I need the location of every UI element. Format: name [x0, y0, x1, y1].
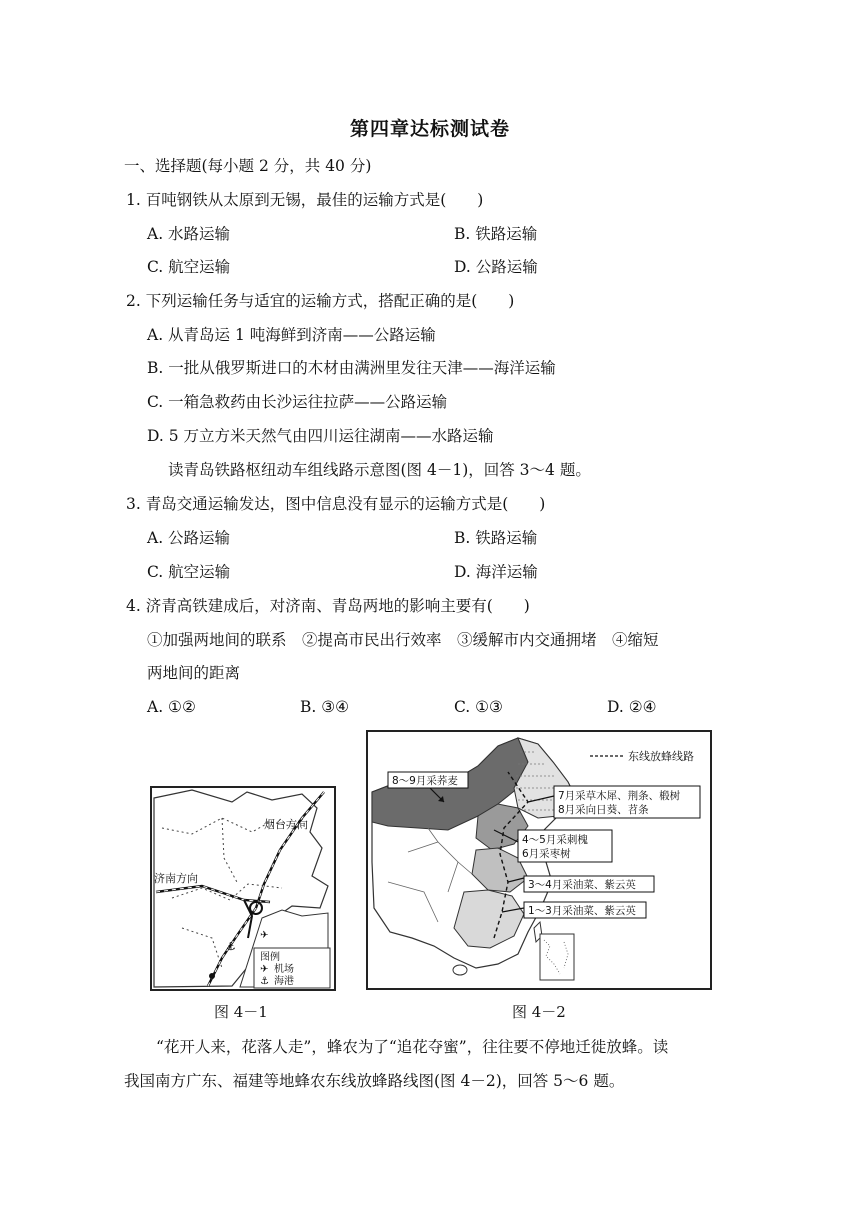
anchor-icon: ⚓ [260, 976, 269, 987]
figure-4-1-caption: 图 4－1 [214, 1003, 268, 1021]
label-june: 6月采枣树 [522, 848, 571, 860]
q2-stem: 2. 下列运输任务与适宜的运输方式，搭配正确的是( ) [126, 292, 515, 310]
qingdao-railway-map-graphic [152, 788, 334, 989]
qingdao-railway-map [150, 786, 336, 991]
q4-option-b: B. ③④ [300, 698, 350, 716]
beekeeping-route-map [366, 730, 712, 990]
yantai-direction-label: 烟台方向 [264, 818, 308, 831]
q1-option-b: B. 铁路运输 [454, 225, 538, 243]
legend-airport: 机场 [274, 964, 294, 975]
q2-option-a: A. 从青岛运 1 吨海鲜到济南——公路运输 [147, 326, 436, 344]
jinan-direction-label: 济南方向 [154, 872, 198, 885]
q4-option-a: A. ①② [147, 698, 196, 716]
paragraph-line-2: 我国南方广东、福建等地蜂农东线放蜂路线图(图 4－2)，回答 5～6 题。 [124, 1072, 625, 1090]
south-china-sea-inset [540, 934, 574, 980]
q2-option-c: C. 一箱急救药由长沙运往拉萨——公路运输 [147, 393, 448, 411]
figure-4-2-caption: 图 4－2 [512, 1003, 566, 1021]
label-july: 7月采草木犀、荆条、椴树 [558, 790, 681, 802]
q4-statements-continued: 两地间的距离 [147, 664, 241, 682]
q2-option-d: D. 5 万立方米天然气由四川运往湖南——水路运输 [147, 427, 494, 445]
beekeeping-route-map-graphic [368, 732, 710, 988]
airport-symbol: ✈ [260, 930, 269, 941]
airport-icon: ✈ [260, 964, 269, 975]
label-january-march: 1～3月采油菜、紫云英 [528, 905, 636, 917]
q4-stem: 4. 济青高铁建成后，对济南、青岛两地的影响主要有( ) [126, 597, 530, 615]
q1-option-d: D. 公路运输 [454, 258, 538, 276]
q4-option-c: C. ①③ [454, 698, 503, 716]
legend-title: 图例 [260, 952, 280, 963]
paragraph-line-1: “花开人来，花落人走”，蜂农为了“追花夺蜜”，往往要不停地迁徙放蜂。读 [156, 1038, 669, 1056]
label-august: 8月采向日葵、苕条 [558, 804, 649, 816]
q3-option-c: C. 航空运输 [147, 563, 231, 581]
q1-stem: 1. 百吨钢铁从太原到无锡，最佳的运输方式是( ) [126, 191, 484, 209]
legend-port: 海港 [274, 976, 294, 987]
q3-option-b: B. 铁路运输 [454, 529, 538, 547]
q3-option-d: D. 海洋运输 [454, 563, 538, 581]
q3-option-a: A. 公路运输 [147, 529, 231, 547]
q4-statements: ①加强两地间的联系 ②提高市民出行效率 ③缓解市内交通拥堵 ④缩短 [147, 631, 659, 649]
q4-option-d: D. ②④ [607, 698, 657, 716]
label-april-may: 4～5月采刺槐 [522, 834, 588, 846]
q1-option-a: A. 水路运输 [147, 225, 231, 243]
route-legend-label: 东线放蜂线路 [628, 750, 694, 763]
page-title: 第四章达标测试卷 [349, 118, 510, 140]
label-buckwheat: 8～9月采荞麦 [392, 775, 458, 787]
q1-option-c: C. 航空运输 [147, 258, 231, 276]
section-heading: 一、选择题(每小题 2 分，共 40 分) [124, 157, 372, 175]
label-march-april: 3～4月采油菜、紫云英 [528, 879, 636, 891]
q2-option-b: B. 一批从俄罗斯进口的木材由满洲里发往天津——海洋运输 [147, 359, 556, 377]
intro-q3-q4: 读青岛铁路枢纽动车组线路示意图(图 4－1)，回答 3～4 题。 [168, 461, 591, 479]
port-symbol: ⚓ [226, 940, 236, 953]
q3-stem: 3. 青岛交通运输发达，图中信息没有显示的运输方式是( ) [126, 495, 546, 513]
